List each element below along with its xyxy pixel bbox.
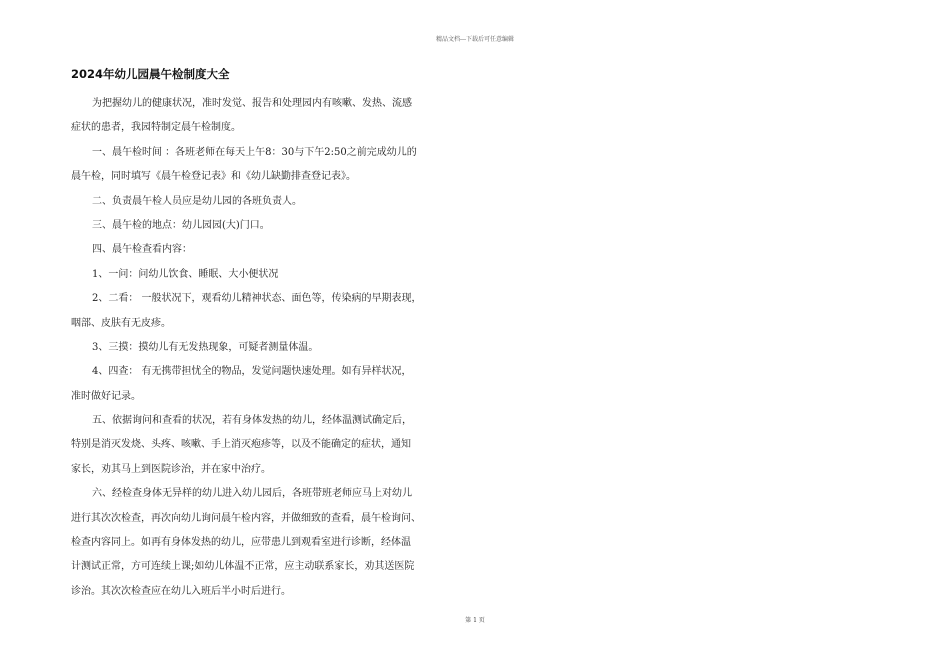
paragraph-line: 一、晨午检时间 ：各班老师在每天上午8：30与下午2:50之前完成幼儿的: [92, 146, 417, 158]
paragraph-line: 为把握幼儿的健康状况，准时发觉、报告和处理园内有咳嗽、发热、流感: [92, 98, 412, 109]
paragraph-line: 三、晨午检的地点：幼儿园园(大)门口。: [92, 219, 270, 231]
paragraph-line: 家长，劝其马上到医院诊治，并在家中治疗。: [71, 463, 271, 475]
paragraph-line: 咽部、皮肤有无皮疹。: [71, 317, 171, 329]
paragraph: [71, 287, 471, 336]
paragraph-line: 计测试正常，方可连续上课;如幼儿体温不正常，应主动联系家长，劝其送医院: [71, 561, 415, 573]
paragraph: [71, 238, 471, 262]
paragraph: [71, 360, 471, 409]
page-header: [0, 34, 950, 43]
paragraph: [71, 92, 471, 141]
document-body: [71, 66, 471, 604]
paragraph-line: 3、三摸：摸幼儿有无发热现象，可疑者测量体温。: [92, 341, 319, 353]
paragraph-line: 进行其次次检查，再次向幼儿询问晨午检内容，并做细致的查看，晨午检询问、: [71, 512, 421, 524]
paragraph: [71, 190, 471, 214]
paragraph-line: 准时做好记录。: [71, 390, 141, 402]
paragraph-line: 1、一问：问幼儿饮食、睡眠、大小便状况: [92, 268, 279, 280]
paragraph: [71, 141, 471, 190]
paragraph: [71, 409, 471, 482]
paragraph-line: 晨午检，同时填写《晨午检登记表》和《幼儿缺勤排查登记表》。: [71, 171, 356, 183]
paragraph-line: 二、负责晨午检人员应是幼儿园的各班负责人。: [92, 195, 302, 207]
paragraph-line: 诊治。其次次检查应在幼儿入班后半小时后进行。: [71, 585, 291, 597]
paragraph: [71, 214, 471, 238]
paragraph-list: [71, 92, 471, 604]
page-number: 第 1 页: [465, 617, 485, 624]
header-text: 精品文档---下载后可任意编辑: [435, 36, 515, 43]
page-footer: [0, 615, 950, 624]
paragraph-line: 检查内容同上。如再有身体发热的幼儿，应带患儿到观看室进行诊断，经体温: [71, 537, 411, 549]
paragraph: [71, 336, 471, 360]
paragraph: [71, 263, 471, 287]
paragraph-line: 2、二看： 一般状况下，观看幼儿精神状态、面色等，传染病的早期表现，: [92, 293, 422, 305]
paragraph-line: 六、经检查身体无异样的幼儿进入幼儿园后，各班带班老师应马上对幼儿: [92, 488, 412, 500]
paragraph-line: 4、四查： 有无携带担忧全的物品，发觉问题快速处理。如有异样状况，: [92, 366, 412, 378]
paragraph-line: 四、晨午检查看内容：: [92, 244, 192, 256]
paragraph-line: 症状的患者，我园特制定晨午检制度。: [71, 122, 241, 134]
paragraph: [71, 482, 471, 604]
paragraph-line: 特别是消灭发烧、头疼、咳嗽、手上消灭疱疹等，以及不能确定的症状，通知: [71, 439, 411, 451]
paragraph-line: 五、依据询问和查看的状况，若有身体发热的幼儿，经体温测试确定后，: [92, 415, 412, 427]
document-title: 2024年幼儿园晨午检制度大全: [71, 67, 230, 81]
